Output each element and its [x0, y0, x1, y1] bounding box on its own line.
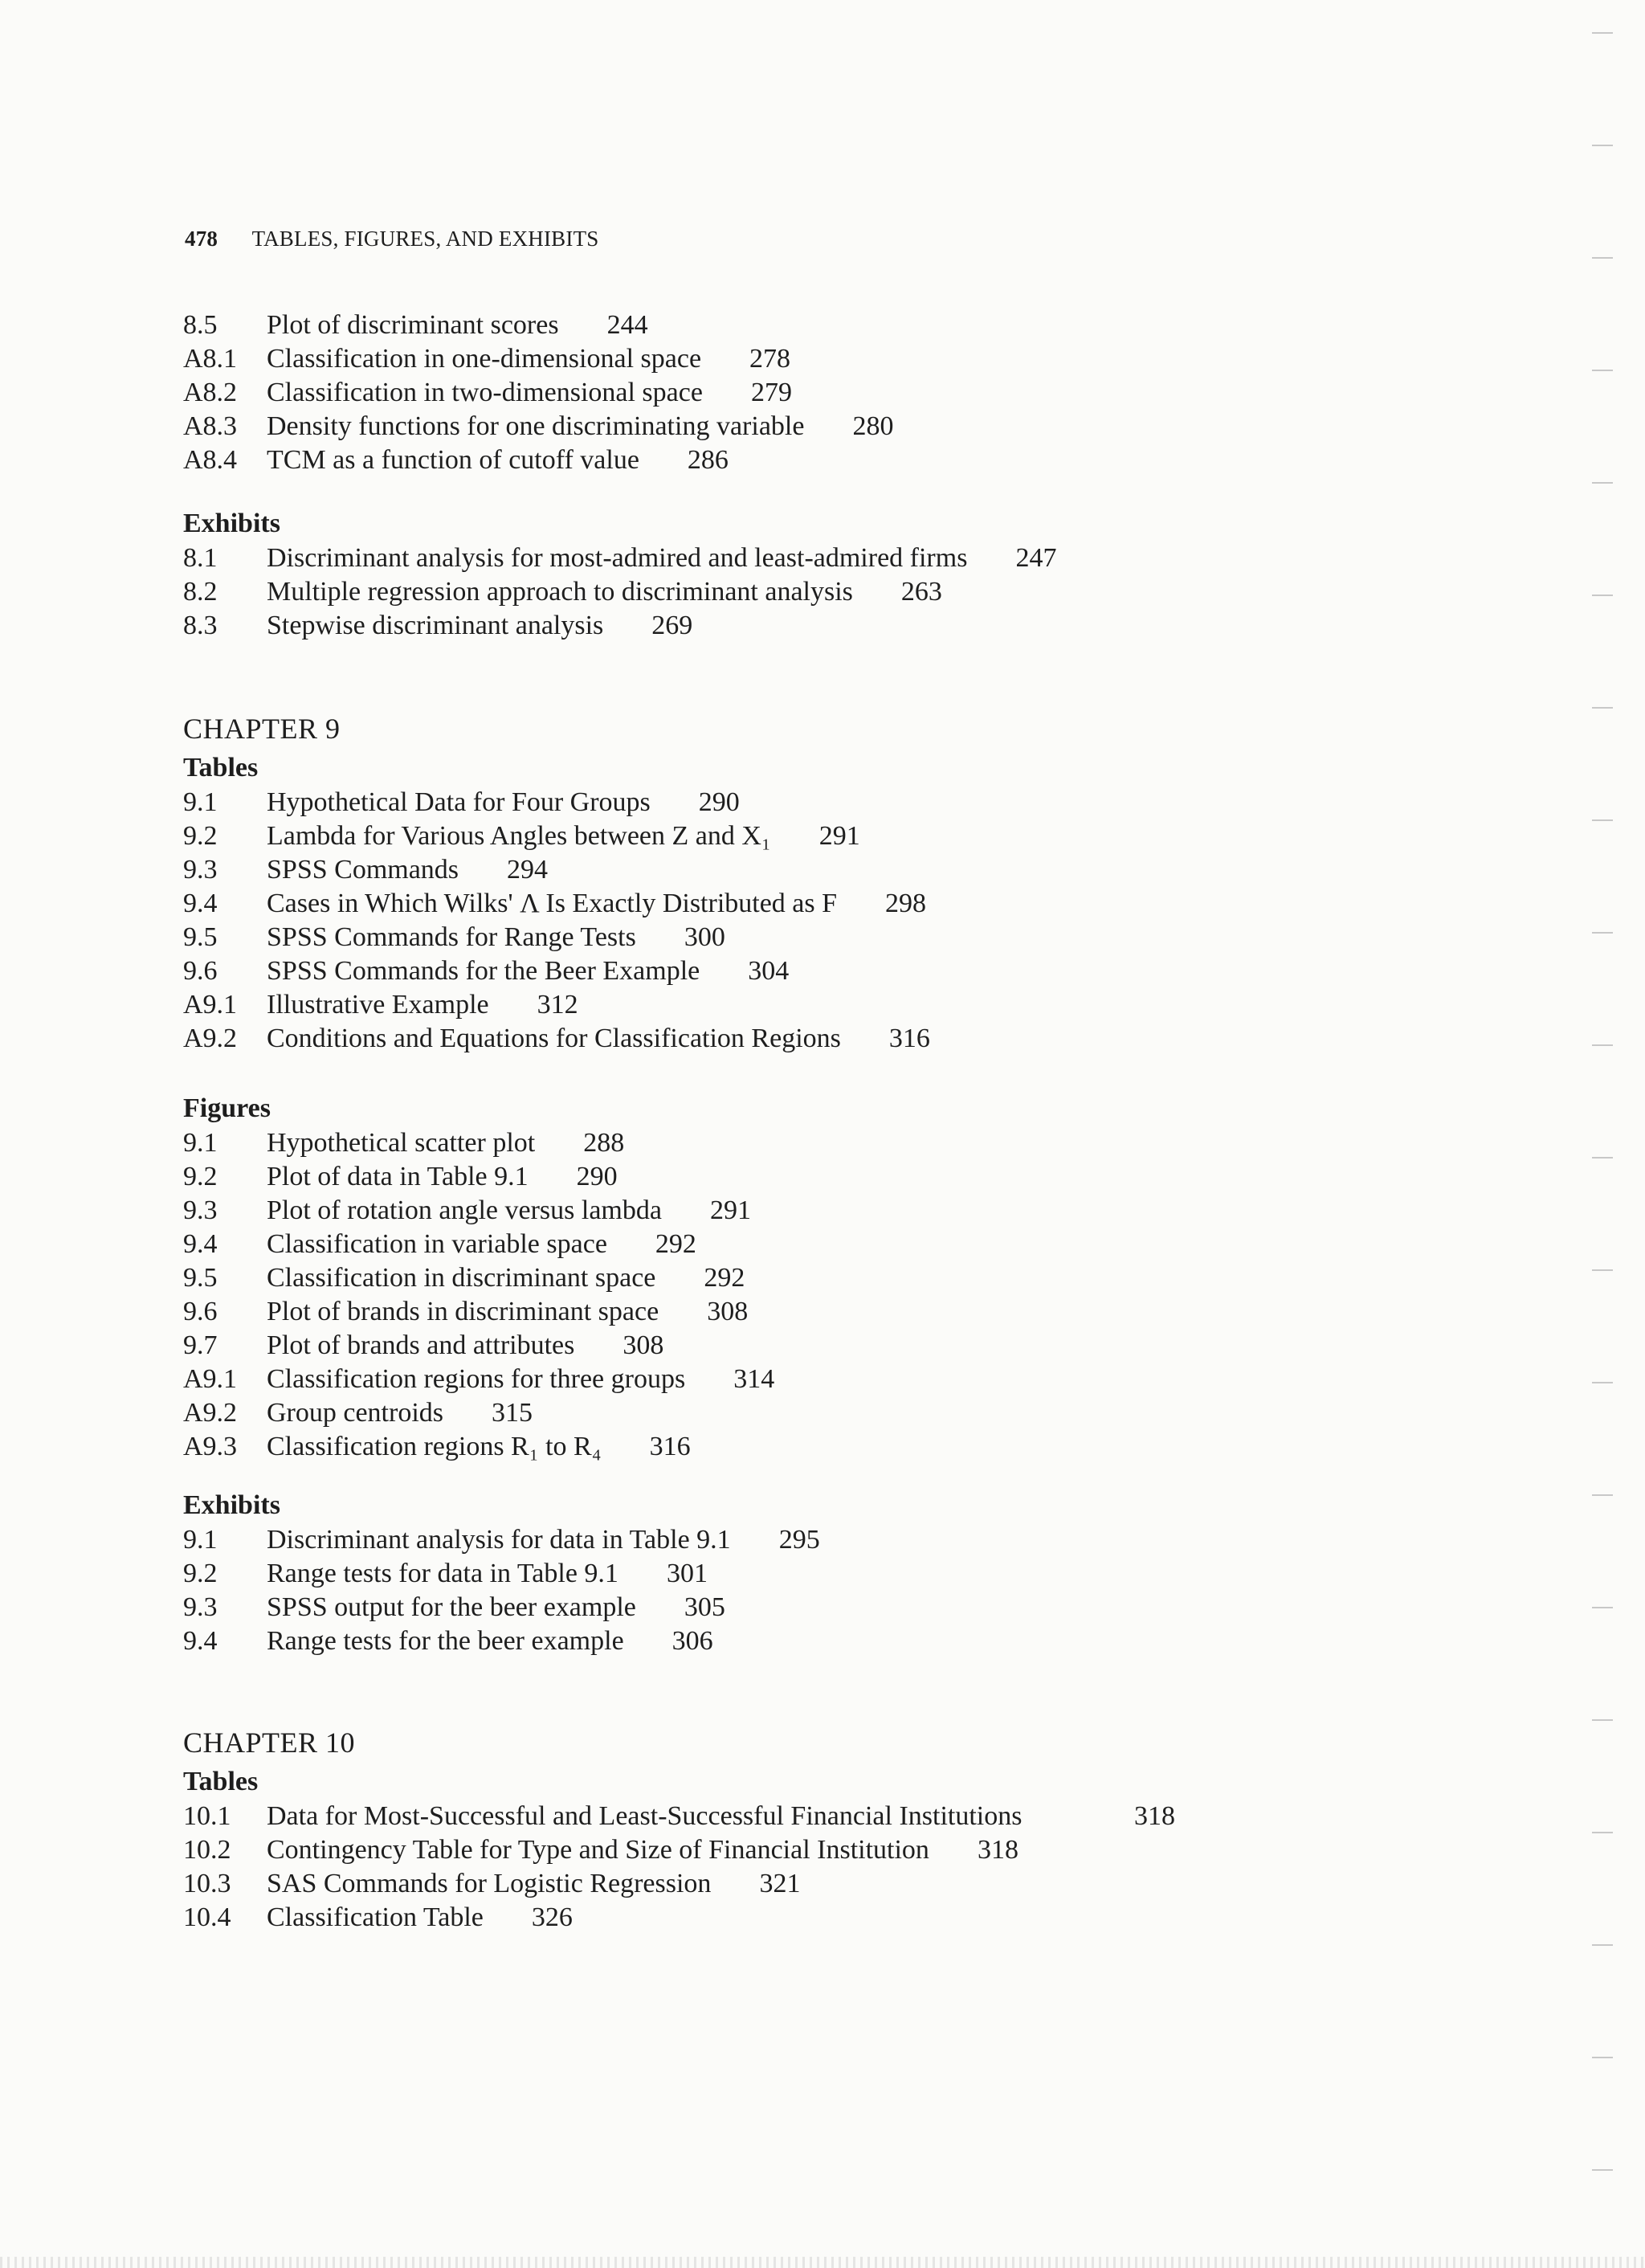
entry-page-ref: 306 — [671, 1626, 713, 1656]
entry-page-ref: 305 — [684, 1592, 725, 1622]
toc-entry — [183, 1833, 1468, 1867]
entry-page-ref: 291 — [818, 821, 860, 851]
entry-number: A8.3 — [183, 411, 238, 441]
entry-page-ref: 263 — [900, 577, 942, 607]
scan-mark — [1592, 707, 1613, 709]
toc-entry — [183, 1261, 1468, 1295]
entry-title: Illustrative Example — [267, 990, 489, 1020]
scan-mark — [1592, 257, 1613, 259]
scan-mark — [1592, 819, 1613, 821]
entry-title: TCM as a function of cutoff value — [267, 445, 639, 475]
entry-title: Discriminant analysis for data in Table 9.1 — [267, 1525, 731, 1555]
entry-title: Classification in variable space — [267, 1229, 607, 1259]
entry-page-ref: 278 — [749, 344, 791, 374]
entry-number: 9.3 — [183, 1592, 218, 1622]
entry-title: Discriminant analysis for most-admired and least-admired firms — [267, 543, 968, 573]
entry-number: 9.1 — [183, 1128, 218, 1158]
entry-page-ref: 290 — [698, 787, 740, 817]
toc-entry — [183, 954, 1468, 988]
toc-entry — [183, 1194, 1468, 1228]
entry-title: SAS Commands for Logistic Regression — [267, 1869, 712, 1898]
toc-entry — [183, 921, 1468, 954]
scan-mark — [1592, 482, 1613, 484]
toc-entry — [183, 1160, 1468, 1194]
entry-title: Data for Most-Successful and Least-Successful Financial Institutions — [267, 1801, 1023, 1831]
entry-title: Range tests for the beer example — [267, 1626, 624, 1656]
entry-title: SPSS Commands for Range Tests — [267, 922, 636, 952]
entry-number: 9.1 — [183, 787, 218, 817]
toc-entry — [183, 1363, 1468, 1396]
entry-page-ref: 318 — [1134, 1801, 1175, 1831]
entry-page-ref: 244 — [606, 310, 648, 340]
section-heading: Tables — [183, 753, 259, 783]
section-heading: Figures — [183, 1093, 271, 1123]
entry-title: Range tests for data in Table 9.1 — [267, 1559, 618, 1588]
entry-number: 9.5 — [183, 922, 218, 952]
entry-page-ref: 316 — [888, 1024, 930, 1053]
ch9-exhibits-section — [183, 1488, 1468, 1658]
entry-title: Plot of brands and attributes — [267, 1330, 575, 1360]
chapter-title: CHAPTER 10 — [183, 1727, 356, 1759]
entry-number: A9.2 — [183, 1024, 238, 1053]
toc-entry — [183, 1430, 1468, 1464]
entry-page-ref: 312 — [537, 990, 578, 1020]
section-heading: Tables — [183, 1767, 259, 1796]
entry-title: Classification in discriminant space — [267, 1263, 656, 1293]
chapter-10 — [183, 1721, 1468, 1935]
entry-title: Classification in one-dimensional space — [267, 344, 702, 374]
entry-number: 8.5 — [183, 310, 218, 340]
scan-mark — [1592, 1832, 1613, 1833]
scan-mark — [1592, 1719, 1613, 1721]
entry-page-ref: 280 — [852, 411, 894, 441]
entry-number: 9.2 — [183, 821, 218, 851]
running-title: TABLES, FIGURES, AND EXHIBITS — [251, 227, 599, 251]
toc-entry — [183, 1867, 1468, 1901]
toc-entry — [183, 1591, 1468, 1624]
scan-mark — [1592, 32, 1613, 34]
entry-page-ref: 308 — [622, 1330, 664, 1360]
entry-page-ref: 314 — [733, 1364, 775, 1394]
entry-page-ref: 295 — [778, 1525, 820, 1555]
entry-number: 8.1 — [183, 543, 218, 573]
entry-title: Plot of discriminant scores — [267, 310, 559, 340]
entry-title: Contingency Table for Type and Size of Financial Institution — [267, 1835, 929, 1865]
entry-page-ref: 308 — [707, 1297, 749, 1326]
toc-entry — [183, 786, 1468, 819]
entry-title: Plot of data in Table 9.1 — [267, 1162, 529, 1191]
toc-entry — [183, 1295, 1468, 1329]
entry-page-ref: 288 — [583, 1128, 625, 1158]
scan-mark — [1592, 1157, 1613, 1159]
entry-title: Multiple regression approach to discriminant analysis — [267, 577, 853, 607]
entry-number: A9.1 — [183, 990, 238, 1020]
entry-number: 8.3 — [183, 611, 218, 640]
entry-number: 10.1 — [183, 1801, 231, 1831]
entry-number: 9.3 — [183, 1195, 218, 1225]
page-header — [185, 227, 599, 251]
entry-page-ref: 290 — [576, 1162, 618, 1191]
toc-entry — [183, 853, 1468, 887]
entry-title: Classification Table — [267, 1902, 484, 1932]
entry-page-ref: 292 — [704, 1263, 745, 1293]
entry-page-ref: 326 — [531, 1902, 573, 1932]
scan-mark — [1592, 1382, 1613, 1383]
entry-title: Classification regions R₁ to R₄ — [267, 1432, 602, 1461]
toc-entry — [183, 309, 1468, 342]
entry-title: Group centroids — [267, 1398, 444, 1428]
toc-entry — [183, 1022, 1468, 1056]
toc-entry — [183, 819, 1468, 853]
ch9-tables-list — [183, 786, 1468, 1056]
entry-title: Conditions and Equations for Classification Regions — [267, 1024, 841, 1053]
entry-number: A8.2 — [183, 378, 238, 407]
section-heading: Exhibits — [183, 1490, 280, 1520]
entry-title: Hypothetical scatter plot — [267, 1128, 536, 1158]
entry-page-ref: 291 — [709, 1195, 751, 1225]
entry-page-ref: 292 — [655, 1229, 696, 1259]
entry-number: 9.2 — [183, 1559, 218, 1588]
scan-bottom-edge — [0, 2257, 1645, 2268]
entry-page-ref: 316 — [649, 1432, 691, 1461]
entry-page-ref: 294 — [507, 855, 549, 885]
entry-title: Plot of rotation angle versus lambda — [267, 1195, 662, 1225]
entry-number: A8.1 — [183, 344, 238, 374]
scan-mark — [1592, 932, 1613, 934]
scan-mark — [1592, 595, 1613, 596]
ch10-tables-list — [183, 1800, 1468, 1935]
scan-mark — [1592, 1269, 1613, 1271]
entry-page-ref: 269 — [651, 611, 693, 640]
entry-number: 9.6 — [183, 956, 218, 986]
entry-page-ref: 279 — [750, 378, 792, 407]
toc-entry — [183, 410, 1468, 443]
toc-entry — [183, 1329, 1468, 1363]
scan-mark — [1592, 1607, 1613, 1608]
scan-mark — [1592, 1044, 1613, 1046]
toc-entry — [183, 1624, 1468, 1658]
ch9-figures-list — [183, 1126, 1468, 1464]
scan-mark — [1592, 2169, 1613, 2171]
scan-mark — [1592, 145, 1613, 146]
chapter-9 — [183, 707, 1468, 1056]
entry-number: 9.4 — [183, 889, 218, 918]
entry-number: 10.2 — [183, 1835, 231, 1865]
toc-entry — [183, 1901, 1468, 1935]
entry-title: Cases in Which Wilks' Λ Is Exactly Distributed as F — [267, 889, 838, 918]
ch9-figures-section — [183, 1091, 1468, 1464]
toc-entry — [183, 1126, 1468, 1160]
entry-page-ref: 298 — [885, 889, 927, 918]
entry-page-ref: 300 — [684, 922, 725, 952]
entry-number: 10.4 — [183, 1902, 231, 1932]
toc-entry — [183, 1228, 1468, 1261]
entry-page-ref: 286 — [687, 445, 729, 475]
scan-mark — [1592, 1944, 1613, 1946]
entry-number: A9.3 — [183, 1432, 238, 1461]
entry-page-ref: 247 — [1015, 543, 1057, 573]
toc-entry — [183, 1523, 1468, 1557]
entry-title: SPSS output for the beer example — [267, 1592, 636, 1622]
entry-number: 9.4 — [183, 1626, 218, 1656]
scan-mark — [1592, 2057, 1613, 2058]
toc-entry — [183, 575, 1468, 609]
entry-page-ref: 304 — [748, 956, 790, 986]
entry-title: SPSS Commands — [267, 855, 459, 885]
entry-title: Stepwise discriminant analysis — [267, 611, 604, 640]
entry-page-ref: 315 — [492, 1398, 533, 1428]
toc-entry — [183, 887, 1468, 921]
section-heading: Exhibits — [183, 509, 280, 538]
scan-mark — [1592, 1494, 1613, 1496]
entry-title: Plot of brands in discriminant space — [267, 1297, 659, 1326]
entry-number: 10.3 — [183, 1869, 231, 1898]
chapter-title: CHAPTER 9 — [183, 713, 341, 745]
entry-number: 9.2 — [183, 1162, 218, 1191]
entry-page-ref: 301 — [666, 1559, 708, 1588]
toc-entry — [183, 342, 1468, 376]
entry-number: 9.6 — [183, 1297, 218, 1326]
entry-page-ref: 318 — [977, 1835, 1018, 1865]
toc-entry — [183, 443, 1468, 477]
toc-entry — [183, 1800, 1468, 1833]
entry-title: Density functions for one discriminating variable — [267, 411, 805, 441]
entry-number: 9.7 — [183, 1330, 218, 1360]
entry-title: Lambda for Various Angles between Z and X₁ — [267, 821, 771, 851]
toc-entry — [183, 1396, 1468, 1430]
entry-title: Hypothetical Data for Four Groups — [267, 787, 651, 817]
entry-number: 9.3 — [183, 855, 218, 885]
entry-title: Classification in two-dimensional space — [267, 378, 703, 407]
ch8-exhibits-section — [183, 506, 1468, 643]
ch8-exhibits-list — [183, 541, 1468, 643]
entry-page-ref: 321 — [759, 1869, 801, 1898]
entry-number: A9.2 — [183, 1398, 238, 1428]
toc-entry — [183, 988, 1468, 1022]
entry-title: SPSS Commands for the Beer Example — [267, 956, 700, 986]
entry-number: A9.1 — [183, 1364, 238, 1394]
entry-number: 9.1 — [183, 1525, 218, 1555]
toc-entry — [183, 1557, 1468, 1591]
ch9-exhibits-list — [183, 1523, 1468, 1658]
ch8-figures-list — [183, 309, 1468, 477]
scan-mark — [1592, 370, 1613, 371]
page-number: 478 — [185, 227, 218, 251]
entry-number: A8.4 — [183, 445, 238, 475]
entry-number: 8.2 — [183, 577, 218, 607]
entry-number: 9.4 — [183, 1229, 218, 1259]
entry-title: Classification regions for three groups — [267, 1364, 686, 1394]
toc-entry — [183, 609, 1468, 643]
entry-number: 9.5 — [183, 1263, 218, 1293]
toc-entry — [183, 541, 1468, 575]
toc-entry — [183, 376, 1468, 410]
